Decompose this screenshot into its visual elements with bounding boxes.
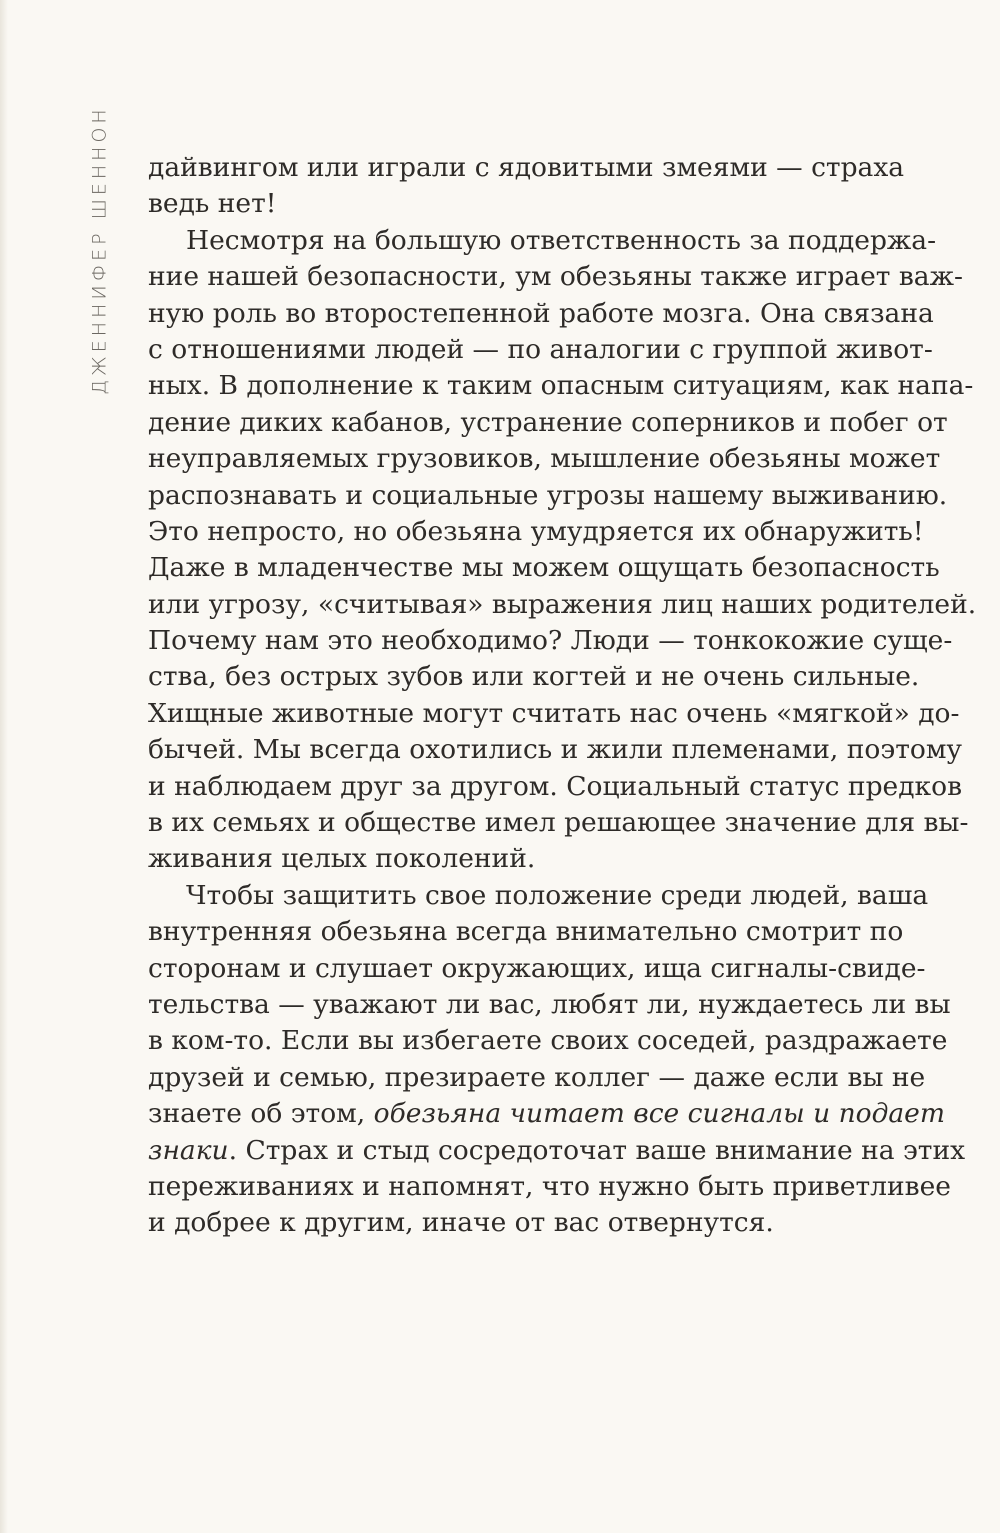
text-line: ных. В дополнение к таким опасным ситуациям, как напа- [148, 370, 974, 402]
text-line: и наблюдаем друг за другом. Социальный статус предков [148, 770, 962, 802]
text-span: знаете об этом, [148, 1098, 366, 1130]
text-line: Почему нам это необходимо? Люди — тонкокожие суще- [148, 625, 953, 657]
text-line: Несмотря на большую ответственность за поддержа- [186, 224, 937, 256]
text-line: Хищные животные могут считать нас очень «мягкой» до- [148, 697, 960, 729]
text-line: распознавать и социальные угрозы нашему выживанию. [148, 479, 948, 511]
text-line: в их семьях и обществе имел решающее значение для вы- [148, 807, 969, 839]
italic-text-span: знаки [148, 1134, 229, 1166]
running-head [80, 100, 120, 400]
text-line [148, 1096, 945, 1132]
text-line: или угрозу, «считывая» выражения лиц наших родителей. [148, 588, 977, 620]
text-line [148, 1133, 966, 1169]
body-text [148, 150, 977, 1242]
text-line: и добрее к другим, иначе от вас отвернутся. [148, 1207, 774, 1239]
text-line: дайвингом или играли с ядовитыми змеями — страха [148, 152, 905, 183]
text-line: Даже в младенчестве мы можем ощущать безопасность [148, 552, 940, 584]
text-line: Чтобы защитить свое положение среди людей, ваша [186, 879, 929, 911]
text-line: Это непросто, но обезьяна умудряется их обнаружить! [148, 515, 924, 547]
text-line: внутренняя обезьяна всегда внимательно смотрит по [148, 916, 904, 948]
text-line: ства, без острых зубов или когтей и не очень сильные. [148, 661, 920, 693]
text-span: . Страх и стыд сосредоточат ваше внимание на этих [228, 1134, 966, 1166]
text-line: с отношениями людей — по аналогии с группой живот- [148, 333, 933, 365]
text-line: переживаниях и напомнят, что нужно быть приветливее [148, 1170, 951, 1202]
text-line: неуправляемых грузовиков, мышление обезьяны может [148, 443, 941, 475]
text-line: бычей. Мы всегда охотились и жили племенами, поэтому [148, 734, 963, 766]
text-line: ние нашей безопасности, ум обезьяны также играет важ- [148, 261, 963, 293]
text-line: сторонам и слушает окружающих, ища сигналы-свиде- [148, 952, 926, 984]
text-line: тельства — уважают ли вас, любят ли, нуждаетесь ли вы [148, 988, 951, 1020]
text-line: дение диких кабанов, устранение соперников и побег от [148, 406, 948, 438]
text-line: живания целых поколений. [148, 843, 536, 875]
text-line: ведь нет! [148, 188, 277, 220]
page-edge [0, 0, 8, 1533]
text-line: ную роль во второстепенной работе мозга. Она связана [148, 297, 934, 329]
text-line: друзей и семью, презираете коллег — даже если вы не [148, 1061, 926, 1093]
italic-text-span: обезьяна читает все сигналы и подает [373, 1098, 945, 1130]
running-head-author: ДЖЕННИФЕР ШЕННОН [89, 105, 112, 395]
text-line: в ком-то. Если вы избегаете своих соседей, раздражаете [148, 1025, 948, 1057]
